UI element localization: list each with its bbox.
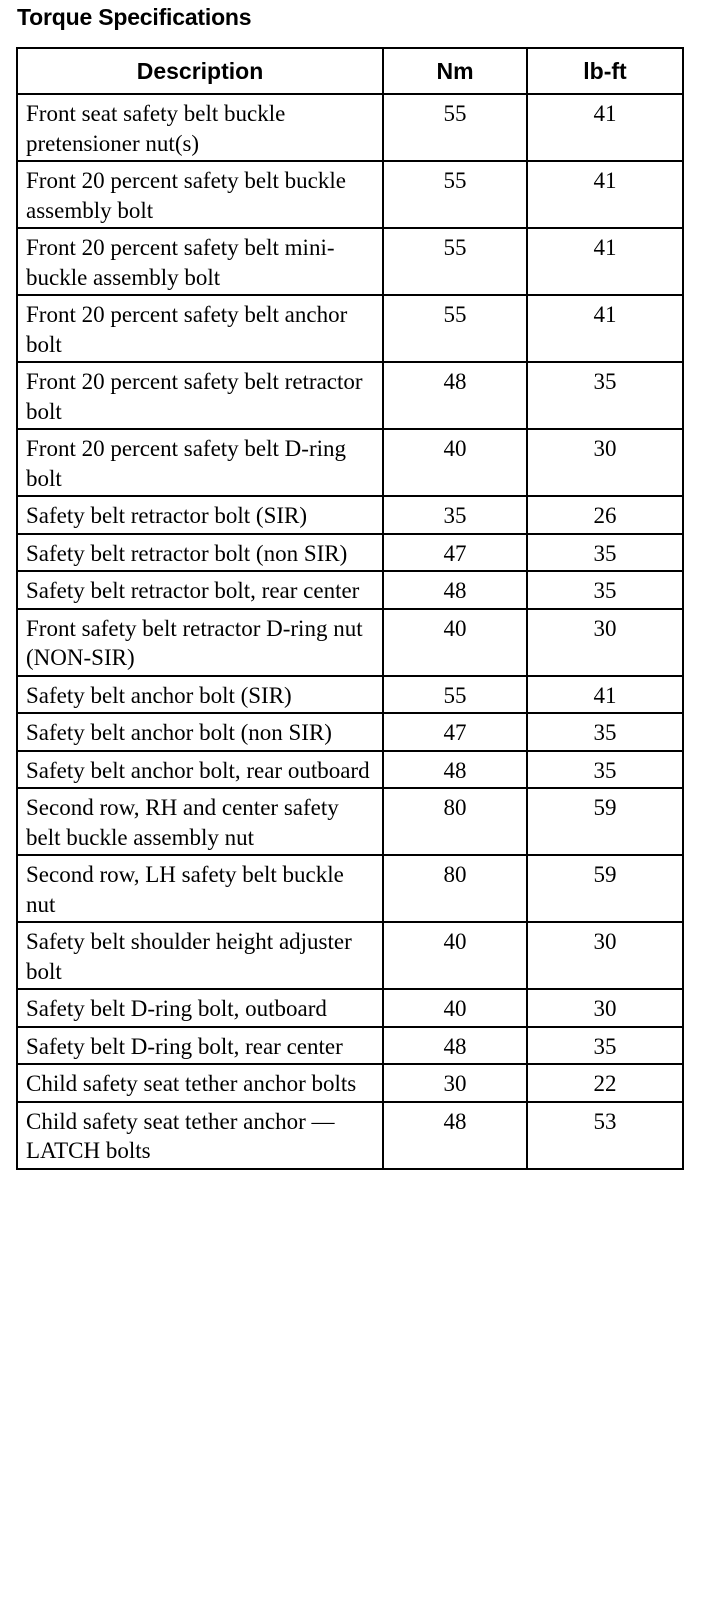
table-row	[17, 161, 683, 228]
description-cell: Safety belt retractor bolt, rear center	[17, 571, 383, 609]
lbft-cell: 35	[527, 362, 683, 429]
column-header-lbft: lb-ft	[527, 48, 683, 94]
lbft-cell: 59	[527, 855, 683, 922]
description-cell: Safety belt D-ring bolt, rear center	[17, 1027, 383, 1065]
table-header-row	[17, 48, 683, 94]
description-cell: Front seat safety belt buckle pretensioner nut(s)	[17, 94, 383, 161]
nm-cell: 48	[383, 1027, 527, 1065]
torque-specifications-table	[16, 47, 684, 1170]
nm-cell: 40	[383, 989, 527, 1027]
table-row	[17, 94, 683, 161]
lbft-cell: 35	[527, 534, 683, 572]
description-cell: Safety belt D-ring bolt, outboard	[17, 989, 383, 1027]
nm-cell: 55	[383, 295, 527, 362]
lbft-cell: 22	[527, 1064, 683, 1102]
nm-cell: 48	[383, 571, 527, 609]
nm-cell: 48	[383, 362, 527, 429]
lbft-cell: 41	[527, 94, 683, 161]
nm-cell: 30	[383, 1064, 527, 1102]
nm-cell: 48	[383, 751, 527, 789]
description-cell: Front safety belt retractor D-ring nut (NON-SIR)	[17, 609, 383, 676]
nm-cell: 55	[383, 161, 527, 228]
column-header-description: Description	[17, 48, 383, 94]
description-cell: Front 20 percent safety belt D-ring bolt	[17, 429, 383, 496]
nm-cell: 48	[383, 1102, 527, 1169]
description-cell: Safety belt retractor bolt (non SIR)	[17, 534, 383, 572]
nm-cell: 55	[383, 676, 527, 714]
table-row	[17, 228, 683, 295]
lbft-cell: 41	[527, 161, 683, 228]
nm-cell: 47	[383, 534, 527, 572]
nm-cell: 40	[383, 922, 527, 989]
table-row	[17, 534, 683, 572]
lbft-cell: 26	[527, 496, 683, 534]
lbft-cell: 30	[527, 922, 683, 989]
lbft-cell: 59	[527, 788, 683, 855]
description-cell: Safety belt retractor bolt (SIR)	[17, 496, 383, 534]
table-row	[17, 788, 683, 855]
table-row	[17, 713, 683, 751]
table-row	[17, 1027, 683, 1065]
nm-cell: 35	[383, 496, 527, 534]
table-row	[17, 295, 683, 362]
table-row	[17, 1064, 683, 1102]
lbft-cell: 41	[527, 676, 683, 714]
description-cell: Second row, LH safety belt buckle nut	[17, 855, 383, 922]
lbft-cell: 30	[527, 609, 683, 676]
nm-cell: 55	[383, 228, 527, 295]
description-cell: Front 20 percent safety belt anchor bolt	[17, 295, 383, 362]
table-row	[17, 989, 683, 1027]
description-cell: Child safety seat tether anchor bolts	[17, 1064, 383, 1102]
lbft-cell: 41	[527, 228, 683, 295]
description-cell: Safety belt anchor bolt (non SIR)	[17, 713, 383, 751]
description-cell: Safety belt anchor bolt, rear outboard	[17, 751, 383, 789]
nm-cell: 55	[383, 94, 527, 161]
lbft-cell: 35	[527, 713, 683, 751]
description-cell: Child safety seat tether anchor — LATCH bolts	[17, 1102, 383, 1169]
lbft-cell: 30	[527, 989, 683, 1027]
lbft-cell: 41	[527, 295, 683, 362]
table-body	[17, 94, 683, 1169]
lbft-cell: 35	[527, 571, 683, 609]
table-row	[17, 609, 683, 676]
nm-cell: 47	[383, 713, 527, 751]
lbft-cell: 30	[527, 429, 683, 496]
table-row	[17, 362, 683, 429]
table-row	[17, 571, 683, 609]
table-row	[17, 676, 683, 714]
page-title: Torque Specifications	[17, 4, 252, 30]
description-cell: Safety belt shoulder height adjuster bolt	[17, 922, 383, 989]
nm-cell: 40	[383, 609, 527, 676]
nm-cell: 40	[383, 429, 527, 496]
lbft-cell: 35	[527, 1027, 683, 1065]
lbft-cell: 53	[527, 1102, 683, 1169]
description-cell: Front 20 percent safety belt mini-buckle assembly bolt	[17, 228, 383, 295]
table-row	[17, 922, 683, 989]
table-row	[17, 855, 683, 922]
table-row	[17, 496, 683, 534]
table-row	[17, 429, 683, 496]
column-header-nm: Nm	[383, 48, 527, 94]
description-cell: Front 20 percent safety belt retractor bolt	[17, 362, 383, 429]
lbft-cell: 35	[527, 751, 683, 789]
description-cell: Second row, RH and center safety belt buckle assembly nut	[17, 788, 383, 855]
description-cell: Safety belt anchor bolt (SIR)	[17, 676, 383, 714]
table-row	[17, 751, 683, 789]
nm-cell: 80	[383, 855, 527, 922]
table-row	[17, 1102, 683, 1169]
nm-cell: 80	[383, 788, 527, 855]
description-cell: Front 20 percent safety belt buckle assembly bolt	[17, 161, 383, 228]
